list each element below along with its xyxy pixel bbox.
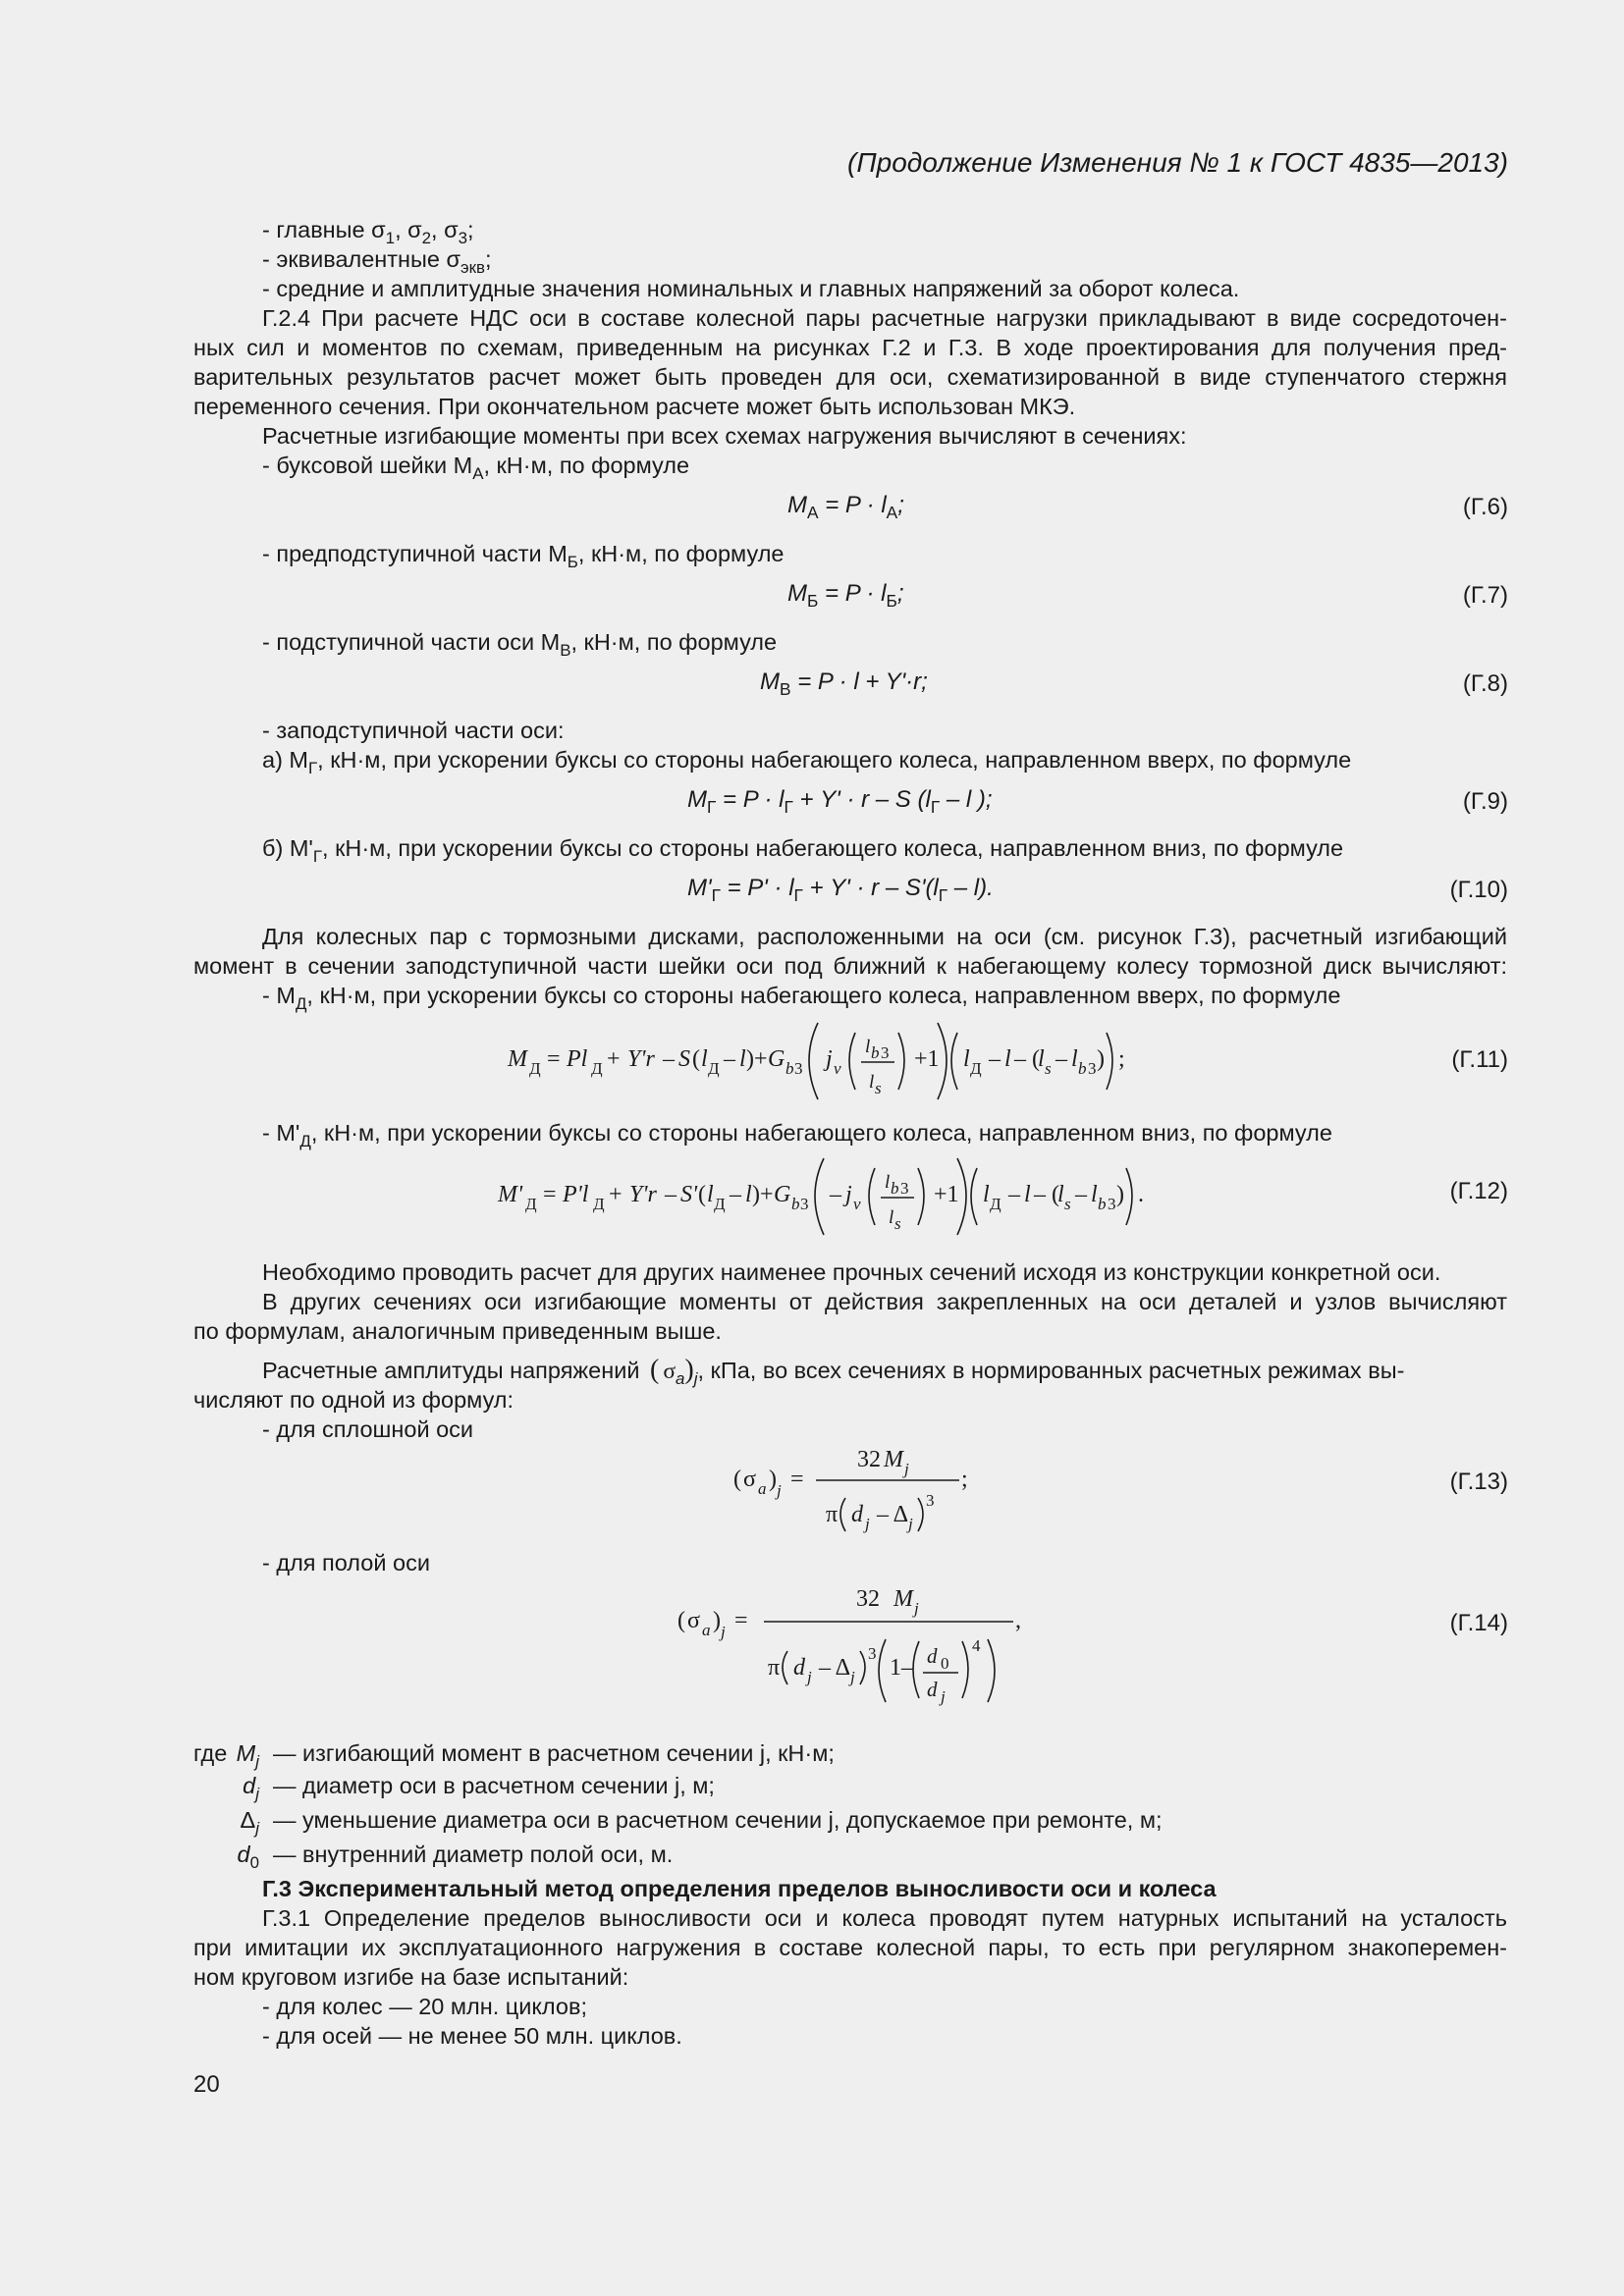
svg-text:j: j xyxy=(914,1599,919,1618)
item-hub: - подступичной части оси $M_В$, кН·м, по формуле xyxy=(262,629,778,660)
svg-text:l: l xyxy=(1091,1182,1098,1207)
svg-text:G: G xyxy=(768,1046,785,1072)
svg-text:–: – xyxy=(724,1046,735,1072)
paragraph-line: В других сечениях оси изгибающие моменты от действия закрепленных на оси деталей и узлов вычисляют xyxy=(262,1289,1507,1314)
svg-text:a: a xyxy=(758,1479,767,1498)
svg-text:): ) xyxy=(1116,1182,1124,1207)
formula-g6: $M_А = P \cdot l_А$; xyxy=(787,492,904,523)
svg-text:π: π xyxy=(826,1502,839,1527)
svg-text:b: b xyxy=(891,1179,899,1198)
svg-text:+: + xyxy=(607,1046,621,1072)
svg-text:3: 3 xyxy=(881,1043,890,1062)
svg-text:σ: σ xyxy=(743,1467,756,1492)
svg-text:l: l xyxy=(1004,1046,1011,1072)
list-item-equivalent-stress: - эквивалентные $\sigma_{экв}$; xyxy=(262,246,492,277)
svg-text:)+: )+ xyxy=(746,1046,768,1072)
svg-text:v: v xyxy=(834,1059,841,1078)
item-post-hub-up: а) $M_Г$, кН·м, при ускорении буксы со стороны набегающего колеса, направленном вверх, по формуле xyxy=(262,747,1352,777)
svg-text:–: – xyxy=(1008,1182,1020,1207)
svg-text:+: + xyxy=(609,1182,623,1207)
svg-text:): ) xyxy=(1097,1046,1105,1072)
paragraph-line: при имитации их эксплуатационного нагружения в составе колесной пары, то есть при регулярном знакоперемен- xyxy=(193,1935,1507,1960)
svg-text:=: = xyxy=(547,1046,561,1072)
svg-text:Д: Д xyxy=(970,1059,982,1078)
svg-text:(: ( xyxy=(733,1467,741,1492)
svg-text:l: l xyxy=(745,1182,752,1207)
svg-text:): ) xyxy=(713,1608,721,1633)
equation-number: (Г.10) xyxy=(1449,877,1508,903)
list-item-principal-stress: - главные $\sigma_1$, $\sigma_2$, $\sigma_3$; xyxy=(262,217,474,247)
formula-g8: $M_В = P \cdot l + Y'\cdot r$; xyxy=(760,668,928,700)
svg-text:d: d xyxy=(851,1502,863,1527)
svg-text:– Δ: – Δ xyxy=(819,1655,851,1681)
page-number: 20 xyxy=(193,2071,220,2098)
equation-number: (Г.14) xyxy=(1449,1610,1508,1636)
svg-text:–: – xyxy=(989,1046,1001,1072)
svg-text:s: s xyxy=(1045,1059,1052,1078)
svg-text:3: 3 xyxy=(926,1491,935,1510)
svg-text:=: = xyxy=(543,1182,557,1207)
svg-text:j: j xyxy=(865,1515,870,1533)
svg-text:l: l xyxy=(1057,1182,1064,1207)
svg-text:32: 32 xyxy=(857,1447,881,1472)
svg-text:j: j xyxy=(777,1481,782,1500)
equation-number: (Г.8) xyxy=(1462,670,1508,697)
item-post-hub: - заподступичной части оси: xyxy=(262,718,565,743)
svg-text:b: b xyxy=(1078,1059,1087,1078)
formula-g13 xyxy=(731,1443,987,1541)
svg-text:l: l xyxy=(1024,1182,1031,1207)
svg-text:σ: σ xyxy=(687,1608,700,1633)
svg-text:Д: Д xyxy=(529,1059,541,1078)
equation-number: (Г.9) xyxy=(1462,788,1508,815)
formula-g9: $M_Г = P \cdot l_Г + Y' \cdot r - S$ ($l_Г$ – l ); xyxy=(687,786,993,818)
svg-text:32: 32 xyxy=(856,1586,880,1612)
svg-text:P'l: P'l xyxy=(563,1182,589,1207)
svg-text:0: 0 xyxy=(941,1654,949,1673)
item-disc-down: - $M'_Д$, кН·м, при ускорении буксы со стороны набегающего колеса, направленном вниз, по формуле xyxy=(262,1120,1332,1150)
svg-text:–: – xyxy=(830,1182,841,1207)
equation-number: (Г.12) xyxy=(1449,1178,1508,1204)
svg-text:d: d xyxy=(927,1678,938,1701)
svg-text:s: s xyxy=(1064,1195,1071,1213)
svg-text:d: d xyxy=(927,1644,938,1668)
svg-text:Д: Д xyxy=(714,1195,726,1213)
svg-text:3: 3 xyxy=(800,1195,809,1213)
svg-text:): ) xyxy=(769,1467,777,1492)
svg-text:Y'r: Y'r xyxy=(627,1046,655,1072)
svg-text:a: a xyxy=(702,1621,711,1639)
item-solid-axle: - для сплошной оси xyxy=(262,1416,474,1442)
svg-text:v: v xyxy=(853,1195,861,1213)
item-disc-up: - $M_Д$, кН·м, при ускорении буксы со стороны набегающего колеса, направленном вверх, по формуле xyxy=(262,983,1341,1013)
formula-g14 xyxy=(676,1582,1039,1720)
svg-text:S': S' xyxy=(680,1182,698,1207)
svg-text:3: 3 xyxy=(1108,1195,1116,1213)
svg-text:j: j xyxy=(850,1668,855,1686)
svg-text:4: 4 xyxy=(972,1636,981,1655)
document-page: (Продолжение Изменения № 1 к ГОСТ 4835—2013) - главные $\sigma_1$, $\sigma_2$, $\sigma_3$; - эквивалентные $\sigma_{экв}$; - средние и амплитудные значения номинальных и главных напряжений за оборот колеса. Г.2.4 При расчете НДС оси в составе колесной пары расчетные нагрузки прикладывают в виде сосредоточен- ных сил и моментов по схемам, приведенным на рисунках Г.2 и Г.3. В ходе проектирования для получения пред- варительных результатов расчет может быть проведен для оси, схематизированной в виде ступенчатого стержня переменного сечения. При окончательном расчете может быть использован МКЭ. Расчетные изгибающие моменты при всех схемах нагружения вычисляют в сечениях: - буксовой шейки $M_А$, кН·м, по формуле $M_А = P \cdot l_А$; (Г.6) - предподступичной части $M_Б$, кН·м, по формуле $M_Б = P \cdot l_Б$; (Г.7) - подступичной части оси $M_В$, кН·м, по формуле $M_В = P \cdot l + Y'\cdot r$; (Г.8) - заподступичной части оси: а) $M_Г$, кН·м, при ускорении буксы со стороны набегающего колеса, направленном вверх, по формуле $M_Г = P \cdot l_Г + Y' \cdot r - S$ ($l_Г$ – l ); (Г.9) б) $M'_Г$, кН·м, при ускорении буксы со стороны набегающего колеса, направленном вниз, по формуле $M'_Г = P' \cdot l_Г + Y' \cdot r - S'(l_Г - l)$. (Г.10) Для колесных пар с тормозными дисками, расположенными на оси (см. рисунок Г.3), расчетный изгибающий момент в сечении заподступичной части шейки оси под ближний к набегающему колесу тормозной диск вычисляют: - $M_Д$, кН·м, при ускорении буксы со стороны набегающего колеса, направленном вверх, по формуле M Д = Pl Д + Y'r – S ( l Д – l )+ G b 3 j v l b 3 l s +1 l Д – l – ( l s – l b 3 ) ; (Г.11) - $M'_Д$, кН·м, при ускорении буксы со стороны набегающего колеса, направленном вниз, по формуле M' Д = P'l Д + Y'r – S' ( l Д – l )+ G b 3 – j v l b 3 l s +1 l Д – l – ( l s – l b 3 ) . (Г.12) Необходимо проводить расчет для других наименее прочных сечений исходя из конструкции конкретной оси. В других сечениях оси изгибающие моменты от действия закрепленных на оси деталей и узлов вычисляют по формулам, аналогичным приведенным выше. Расчетные амплитуды напряжений ( $\sigma_a)_j$, кПа, во всех сечениях в нормированных расчетных режимах вы- числяют по одной из формул: - для сплошной оси ( σ a ) j = 32 M j π d j – Δ j 3 ; (Г.13) - для полой оси ( σ a ) j = 32 M j π d j – Δ j 3 1– d 0 d j 4 , (Г.14) где $M_j$ — изгибающий момент в расчетном сечении j, кН·м; $d_j$ — диаметр оси в расчетном сечении j, м; $\Delta_j$ — уменьшение диаметра оси в расчетном сечении j, допускаемое при ремонте, м; $d_0$ — внутренний диаметр полой оси, м. Г.3 Экспериментальный метод определения пределов выносливости оси и колеса Г.3.1 Определение пределов выносливости оси и колеса проводят путем натурных испытаний на усталость при имитации их эксплуатационного нагружения в составе колесной пары, то есть при регулярном знакоперемен- ном круговом изгибе на базе испытаний: - для колес — 20 млн. циклов; - для осей — не менее 50 млн. циклов. 20 xyxy=(193,147,1508,2098)
list-item-wheels: - для колес — 20 млн. циклов; xyxy=(262,1994,587,2019)
svg-text:–: – xyxy=(663,1046,675,1072)
formula-g11 xyxy=(506,1011,1213,1109)
equation-number: (Г.7) xyxy=(1462,582,1508,609)
equation-number: (Г.11) xyxy=(1451,1046,1508,1073)
svg-text:s: s xyxy=(875,1079,882,1097)
svg-text:l: l xyxy=(885,1172,891,1193)
svg-text:– (: – ( xyxy=(1014,1046,1040,1072)
moments-intro: Расчетные изгибающие моменты при всех схемах нагружения вычисляют в сечениях: xyxy=(262,423,1187,449)
svg-text:b: b xyxy=(791,1195,800,1213)
svg-text:M': M' xyxy=(498,1182,523,1207)
formula-g12 xyxy=(496,1147,1222,1245)
svg-text:M: M xyxy=(508,1046,527,1072)
svg-text:=: = xyxy=(790,1467,804,1492)
item-hollow-axle: - для полой оси xyxy=(262,1550,430,1575)
svg-text:l: l xyxy=(865,1037,871,1057)
svg-text:,: , xyxy=(1015,1608,1021,1633)
svg-text:(: ( xyxy=(698,1182,706,1207)
svg-text:–: – xyxy=(665,1182,677,1207)
svg-text:j: j xyxy=(904,1460,909,1478)
svg-text:Д: Д xyxy=(593,1195,605,1213)
svg-text:G: G xyxy=(774,1182,791,1207)
item-post-hub-down: б) $M'_Г$, кН·м, при ускорении буксы со стороны набегающего колеса, направленном вниз, по формуле xyxy=(262,835,1344,866)
svg-text:j: j xyxy=(721,1623,726,1641)
svg-text:l: l xyxy=(1071,1046,1078,1072)
paragraph-line: момент в сечении заподступичной части шейки оси под ближний к набегающему колесу тормозной диск вычисляют: xyxy=(193,953,1507,979)
paragraph-line: по формулам, аналогичным приведенным выше. xyxy=(193,1318,722,1344)
svg-text:b: b xyxy=(871,1043,880,1062)
section-title-g3: Г.3 Экспериментальный метод определения пределов выносливости оси и колеса xyxy=(262,1876,1217,1901)
formula-g10: $M'_Г = P' \cdot l_Г + Y' \cdot r - S'(l_Г - l)$. xyxy=(687,875,994,906)
svg-text:s: s xyxy=(894,1214,901,1233)
svg-text:Y'r: Y'r xyxy=(629,1182,657,1207)
svg-text:=: = xyxy=(734,1608,748,1633)
svg-text:.: . xyxy=(1138,1182,1144,1207)
equation-number: (Г.6) xyxy=(1462,494,1508,520)
svg-text:Д: Д xyxy=(708,1059,720,1078)
formula-g7: $M_Б = P \cdot l_Б$; xyxy=(787,580,904,612)
svg-text:l: l xyxy=(983,1182,990,1207)
svg-text:Д: Д xyxy=(990,1195,1001,1213)
svg-text:l: l xyxy=(1038,1046,1045,1072)
svg-text:–: – xyxy=(1056,1046,1067,1072)
equation-number: (Г.13) xyxy=(1449,1468,1508,1495)
paragraph-line: Расчетные амплитуды напряжений ( $\sigma_a)_j$, кПа, во всех сечениях в нормированных расчетных режимах вы- xyxy=(262,1355,1405,1388)
svg-text:M: M xyxy=(884,1447,903,1472)
paragraph-line: Г.2.4 При расчете НДС оси в составе колесной пары расчетные нагрузки прикладывают в виде сосредоточен- xyxy=(262,305,1507,331)
item-axle-journal: - буксовой шейки $M_А$, кН·м, по формуле xyxy=(262,453,690,483)
svg-text:)+: )+ xyxy=(752,1182,774,1207)
paragraph-line: Для колесных пар с тормозными дисками, расположенными на оси (см. рисунок Г.3), расчетный изгибающий xyxy=(262,924,1507,949)
svg-text:–: – xyxy=(730,1182,741,1207)
definition-where: где xyxy=(193,1740,228,1766)
svg-text:– Δ: – Δ xyxy=(877,1502,909,1527)
paragraph-line: Необходимо проводить расчет для других наименее прочных сечений исходя из конструкции конкретной оси. xyxy=(262,1259,1441,1285)
svg-text:b: b xyxy=(785,1059,794,1078)
svg-text:+1: +1 xyxy=(934,1182,959,1207)
svg-text:l: l xyxy=(739,1046,746,1072)
svg-text:(: ( xyxy=(692,1046,700,1072)
svg-text:3: 3 xyxy=(900,1179,909,1198)
list-item-mean-ampl: - средние и амплитудные значения номинальных и главных напряжений за оборот колеса. xyxy=(262,276,1240,301)
svg-text:l: l xyxy=(889,1207,894,1228)
svg-text:;: ; xyxy=(1118,1046,1125,1072)
svg-text:Д: Д xyxy=(525,1195,537,1213)
svg-text:3: 3 xyxy=(868,1644,877,1663)
paragraph-line: варительных результатов расчет может быть проведен для оси, схематизированной в виде ступенчатого стержня xyxy=(193,364,1507,390)
svg-text:–: – xyxy=(1075,1182,1087,1207)
svg-text:3: 3 xyxy=(794,1059,803,1078)
svg-text:1–: 1– xyxy=(890,1655,913,1681)
svg-text:(: ( xyxy=(677,1608,685,1633)
svg-text:l: l xyxy=(707,1182,714,1207)
svg-text:π: π xyxy=(768,1655,781,1681)
list-item-axles: - для осей — не менее 50 млн. циклов. xyxy=(262,2023,682,2049)
svg-text:+1: +1 xyxy=(914,1046,940,1072)
paragraph-line: ном круговом изгибе на базе испытаний: xyxy=(193,1964,629,1990)
svg-text:l: l xyxy=(963,1046,970,1072)
svg-text:j: j xyxy=(807,1668,812,1686)
paragraph-line: Г.3.1 Определение пределов выносливости оси и колеса проводят путем натурных испытаний на усталость xyxy=(262,1905,1507,1931)
svg-text:Д: Д xyxy=(591,1059,603,1078)
svg-text:j: j xyxy=(845,1182,852,1207)
svg-text:j: j xyxy=(941,1687,946,1706)
paragraph-line: числяют по одной из формул: xyxy=(193,1387,514,1413)
paragraph-line: переменного сечения. При окончательном расчете может быть использован МКЭ. xyxy=(193,394,1076,419)
svg-text:M: M xyxy=(893,1586,913,1612)
svg-text:Pl: Pl xyxy=(567,1046,588,1072)
svg-text:b: b xyxy=(1098,1195,1107,1213)
svg-text:– (: – ( xyxy=(1034,1182,1059,1207)
svg-text:;: ; xyxy=(961,1467,968,1492)
svg-text:d: d xyxy=(793,1655,805,1681)
svg-text:3: 3 xyxy=(1088,1059,1097,1078)
svg-text:j: j xyxy=(908,1515,913,1533)
svg-text:j: j xyxy=(826,1046,833,1072)
running-header: (Продолжение Изменения № 1 к ГОСТ 4835—2013) xyxy=(847,147,1508,178)
svg-text:l: l xyxy=(701,1046,708,1072)
svg-text:S: S xyxy=(678,1046,690,1072)
item-pre-hub: - предподступичной части $M_Б$, кН·м, по формуле xyxy=(262,541,785,571)
paragraph-line: ных сил и моментов по схемам, приведенным на рисунках Г.2 и Г.3. В ходе проектирования для получения пред- xyxy=(193,335,1507,360)
svg-text:l: l xyxy=(869,1072,875,1093)
